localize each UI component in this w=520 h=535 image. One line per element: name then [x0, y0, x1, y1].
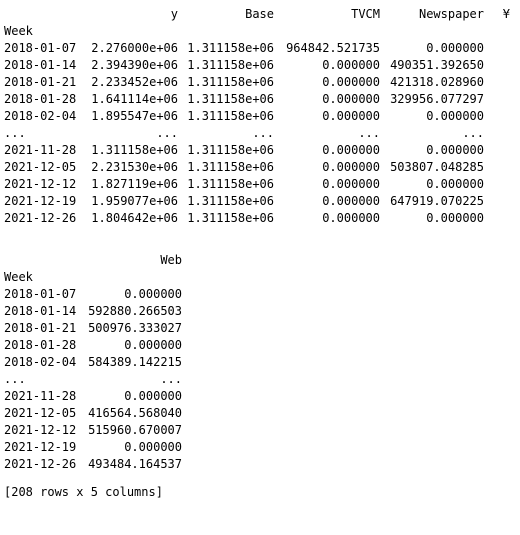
table-cell: 1.311158e+06: [187, 194, 274, 208]
table-cell: ...: [252, 126, 274, 140]
table-row: [4, 142, 516, 159]
table-cell: 592880.266503: [88, 304, 182, 318]
table-cell: 503807.048285: [390, 160, 484, 174]
table-cell: 1.827119e+06: [91, 177, 178, 191]
table-row: [4, 210, 516, 227]
table-cell: 0.000000: [426, 41, 484, 55]
dataframe-block-2: [4, 252, 516, 473]
table-row: [4, 57, 516, 74]
table-cell: 2.233452e+06: [91, 75, 178, 89]
table-cell: 584389.142215: [88, 355, 182, 369]
line-continuation-mark: ¥: [502, 7, 510, 21]
column-header-row: [4, 6, 516, 23]
table-cell: 0.000000: [124, 287, 182, 301]
table-row: [4, 125, 516, 142]
table-cell: 515960.670007: [88, 423, 182, 437]
block-separator: [4, 227, 516, 252]
row-index: 2018-01-28: [4, 92, 77, 106]
table-cell: 500976.333027: [88, 321, 182, 335]
row-index: 2018-01-21: [4, 75, 77, 89]
row-index: 2018-02-04: [4, 109, 77, 123]
table-row: [4, 422, 516, 439]
table-cell: 1.311158e+06: [187, 75, 274, 89]
table-cell: 493484.164537: [88, 457, 182, 471]
table-cell: 0.000000: [322, 109, 380, 123]
block-1-rows: [4, 40, 516, 227]
table-cell: 1.641114e+06: [91, 92, 178, 106]
table-row: [4, 108, 516, 125]
dataframe-block-1: [4, 6, 516, 227]
table-row: [4, 456, 516, 473]
table-row: [4, 74, 516, 91]
row-index: 2021-12-19: [4, 440, 77, 454]
table-row: [4, 40, 516, 57]
row-index: 2021-12-12: [4, 177, 77, 191]
row-index: 2021-12-05: [4, 160, 77, 174]
table-cell: 0.000000: [124, 338, 182, 352]
table-row: [4, 371, 516, 388]
table-row: [4, 337, 516, 354]
column-header-newspaper: Newspaper: [418, 7, 484, 21]
table-row: [4, 354, 516, 371]
row-index: 2018-01-07: [4, 287, 77, 301]
table-cell: ...: [160, 372, 182, 386]
table-cell: 1.311158e+06: [187, 41, 274, 55]
table-row: [4, 405, 516, 422]
block-2-rows: [4, 286, 516, 473]
table-cell: 1.311158e+06: [91, 143, 178, 157]
table-cell: 1.311158e+06: [187, 143, 274, 157]
row-index: 2021-12-26: [4, 457, 77, 471]
table-cell: 421318.028960: [390, 75, 484, 89]
table-cell: 1.311158e+06: [187, 160, 274, 174]
table-row: [4, 176, 516, 193]
table-cell: 647919.070225: [390, 194, 484, 208]
table-row: [4, 286, 516, 303]
table-cell: 2.394390e+06: [91, 58, 178, 72]
index-name: Week: [4, 270, 33, 284]
row-index: 2018-02-04: [4, 355, 77, 369]
table-cell: 0.000000: [426, 211, 484, 225]
column-header-row: [4, 252, 516, 269]
index-name-row: [4, 23, 516, 40]
table-cell: 0.000000: [322, 92, 380, 106]
table-cell: 1.895547e+06: [91, 109, 178, 123]
row-index: 2018-01-21: [4, 321, 77, 335]
table-row: [4, 193, 516, 210]
table-cell: 1.311158e+06: [187, 211, 274, 225]
column-header-y: y: [170, 7, 178, 21]
table-cell: 329956.077297: [390, 92, 484, 106]
row-index: 2021-11-28: [4, 389, 77, 403]
row-index: ...: [4, 372, 26, 386]
row-index: ...: [4, 126, 26, 140]
table-row: [4, 159, 516, 176]
row-index: 2018-01-28: [4, 338, 77, 352]
row-index: 2018-01-14: [4, 304, 77, 318]
table-row: [4, 320, 516, 337]
column-header-base: Base: [245, 7, 274, 21]
table-cell: 0.000000: [124, 389, 182, 403]
row-index: 2018-01-07: [4, 41, 77, 55]
row-index: 2021-12-19: [4, 194, 77, 208]
dataframe-output: [4, 6, 516, 501]
table-cell: 1.311158e+06: [187, 177, 274, 191]
shape-footer-row: [4, 484, 516, 501]
table-cell: 964842.521735: [286, 41, 380, 55]
table-cell: ...: [156, 126, 178, 140]
table-cell: 2.231530e+06: [91, 160, 178, 174]
table-cell: 1.311158e+06: [187, 58, 274, 72]
table-cell: 1.311158e+06: [187, 92, 274, 106]
table-cell: 0.000000: [426, 143, 484, 157]
table-cell: 0.000000: [322, 211, 380, 225]
row-index: 2021-11-28: [4, 143, 77, 157]
table-cell: 1.311158e+06: [187, 109, 274, 123]
table-cell: 0.000000: [322, 160, 380, 174]
column-header-tvcm: TVCM: [351, 7, 380, 21]
shape-summary: [208 rows x 5 columns]: [4, 485, 163, 499]
table-row: [4, 439, 516, 456]
row-index: 2021-12-12: [4, 423, 77, 437]
table-cell: 0.000000: [426, 177, 484, 191]
table-cell: 0.000000: [322, 143, 380, 157]
table-row: [4, 303, 516, 320]
table-cell: 416564.568040: [88, 406, 182, 420]
row-index: 2021-12-26: [4, 211, 77, 225]
table-cell: 0.000000: [124, 440, 182, 454]
row-index: 2021-12-05: [4, 406, 77, 420]
table-cell: 1.959077e+06: [91, 194, 178, 208]
table-cell: 0.000000: [322, 75, 380, 89]
table-cell: 0.000000: [322, 58, 380, 72]
table-cell: 490351.392650: [390, 58, 484, 72]
table-cell: 0.000000: [426, 109, 484, 123]
table-cell: ...: [462, 126, 484, 140]
index-name-row: [4, 269, 516, 286]
table-row: [4, 388, 516, 405]
table-cell: ...: [358, 126, 380, 140]
index-name: Week: [4, 24, 33, 38]
table-cell: 0.000000: [322, 177, 380, 191]
column-header-web: Web: [160, 253, 182, 267]
row-index: 2018-01-14: [4, 58, 77, 72]
table-cell: 2.276000e+06: [91, 41, 178, 55]
table-cell: 1.804642e+06: [91, 211, 178, 225]
table-cell: 0.000000: [322, 194, 380, 208]
footer-separator: [4, 473, 516, 484]
table-row: [4, 91, 516, 108]
